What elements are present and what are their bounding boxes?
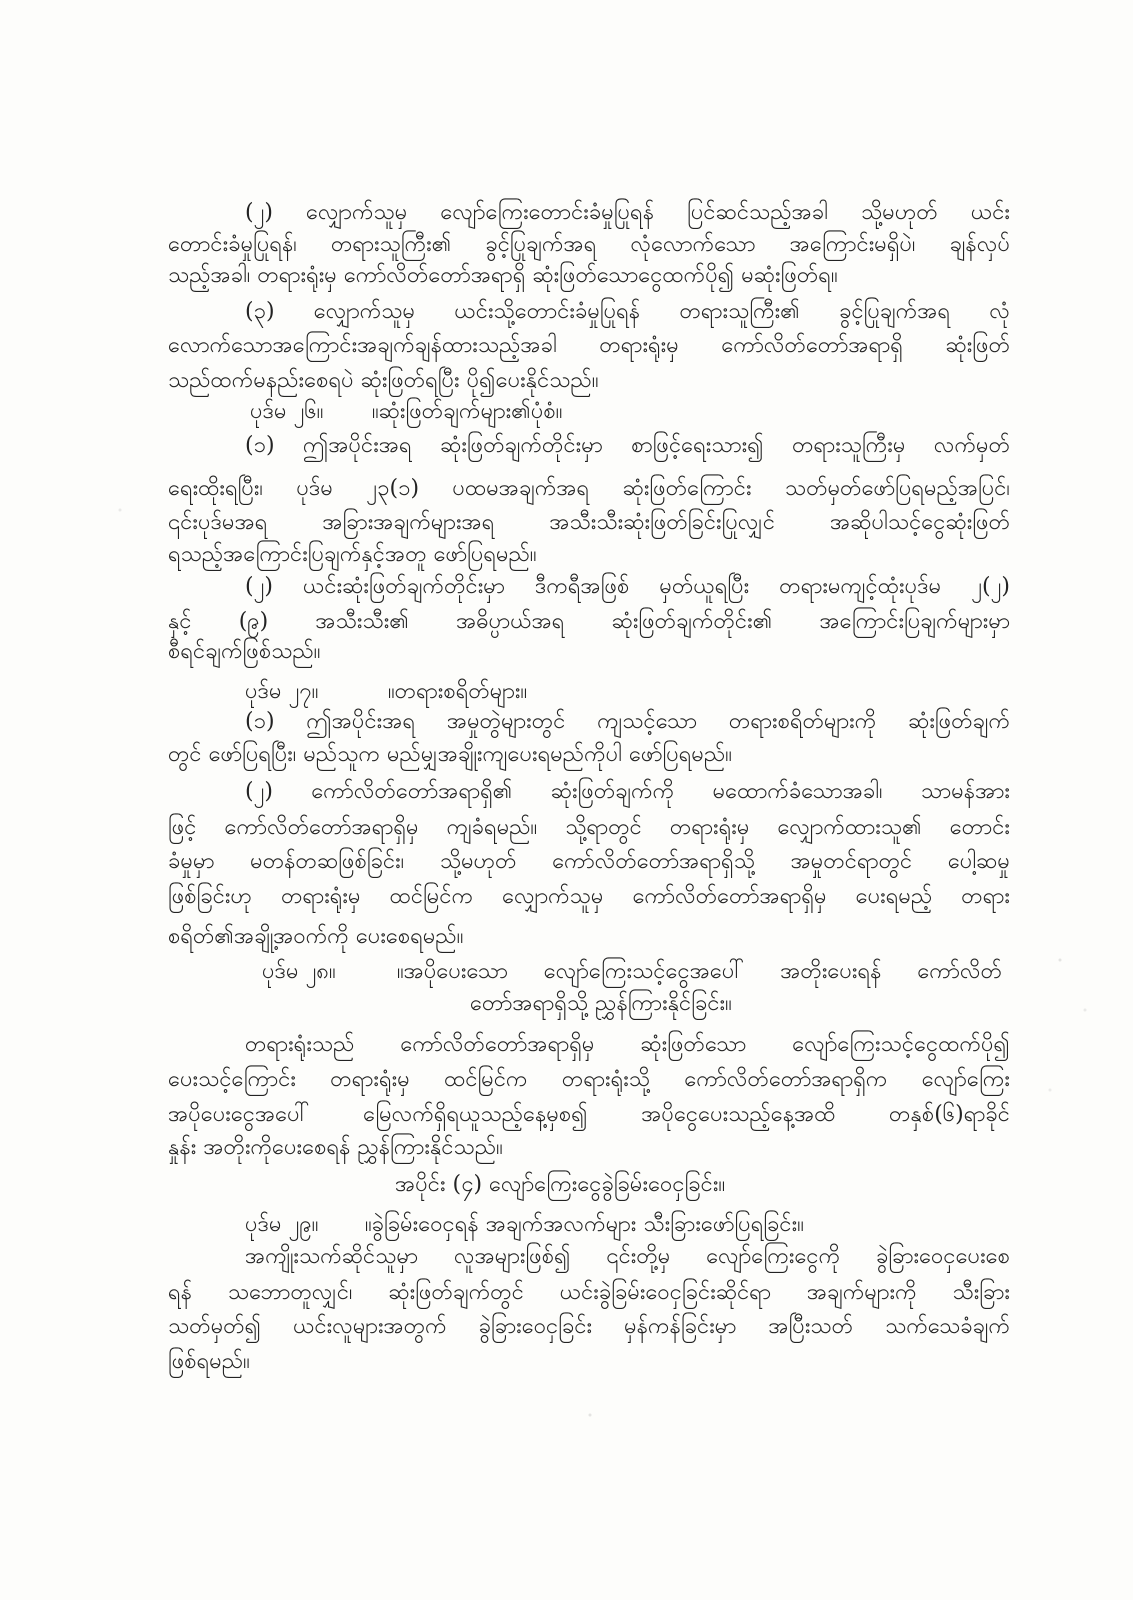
body-line: သတ်မှတ်၍ ယင်းလူများအတွက် ခွဲခြားဝေငှခြင်း မှန်ကန်ခြင်းမှာ အပြီးသတ် သက်သေခံချက် <box>168 1314 1010 1339</box>
body-line: သည့်အခါ၊ တရားရုံးမှ ကော်လိတ်တော်အရာရှိ ဆုံးဖြတ်သောငွေထက်ပို၍ မဆုံးဖြတ်ရ။ <box>168 263 838 288</box>
body-line: နှင့် (၉) အသီးသီး၏ အဓိပ္ပာယ်အရ ဆုံးဖြတ်ချက်တိုင်း၏ အကြောင်းပြချက်များမှာ <box>168 609 1010 634</box>
body-line: လောက်သောအကြောင်းအချက်ချန်ထားသည့်အခါ တရားရုံးမှ ကော်လိတ်တော်အရာရှိ ဆုံးဖြတ် <box>168 333 1010 358</box>
clause-first-line: (၂) လျှောက်သူမှ လျော်ကြေးတောင်းခံမှုပြုရန် ပြင်ဆင်သည့်အခါ သို့မဟုတ် ယင်း <box>245 200 1010 225</box>
clause-first-line: (၁) ဤအပိုင်းအရ ဆုံးဖြတ်ချက်တိုင်းမှာ စာဖြင့်ရေးသား၍ တရားသူကြီးမှ လက်မှတ် <box>245 433 1010 458</box>
section-number: ပုဒ်မ ၂၈။ <box>262 959 336 984</box>
section-title: ။ဆုံးဖြတ်ချက်များ၏ပုံစံ။ <box>372 399 563 424</box>
body-line: တွင် ဖော်ပြရပြီး၊ မည်သူက မည်မျှအချိုးကျပေးရမည်ကိုပါ ဖော်ပြရမည်။ <box>168 742 732 767</box>
body-line: နှုန်း အတိုးကိုပေးစေရန် ညွှန်ကြားနိုင်သည်။ <box>168 1135 503 1160</box>
body-line: ရသည့်အကြောင်းပြချက်နှင့်အတူ ဖော်ပြရမည်။ <box>168 542 537 567</box>
section-title: ။အပိုပေးသော လျော်ကြေးသင့်ငွေအပေါ် အတိုးပေးရန် ကော်လိတ် <box>397 959 1002 984</box>
body-line: သည်ထက်မနည်းစေရပဲ ဆုံးဖြတ်ရပြီး ပို၍ပေးနိုင်သည်။ <box>168 368 599 393</box>
body-line: ရေးထိုးရပြီး၊ ပုဒ်မ ၂၃(၁) ပထမအချက်အရ ဆုံးဖြတ်ကြောင်း သတ်မှတ်ဖော်ပြရမည့်အပြင်၊ <box>168 476 1010 501</box>
section-title: ။တရားစရိတ်များ။ <box>388 679 528 704</box>
body-line: ဖြစ်ရမည်။ <box>168 1349 250 1374</box>
clause-first-line: (၂) ကော်လိတ်တော်အရာရှိ၏ ဆုံးဖြတ်ချက်ကို မထောက်ခံသောအခါ၊ သာမန်အား <box>245 779 1010 804</box>
body-line: အပိုပေးငွေအပေါ် မြေလက်ရှိရယူသည့်နေ့မှစ၍ အပိုငွေပေးသည့်နေ့အထိ တနှစ်(၆)ရာခိုင် <box>168 1102 1010 1127</box>
paragraph-first-line: တရားရုံးသည် ကော်လိတ်တော်အရာရှိမှ ဆုံးဖြတ်သော လျော်ကြေးသင့်ငွေထက်ပို၍ <box>245 1032 1010 1057</box>
body-line: ပေးသင့်ကြောင်း တရားရုံးမှ ထင်မြင်က တရားရုံးသို့ ကော်လိတ်တော်အရာရှိက လျော်ကြေး <box>168 1067 1010 1092</box>
section-title-continued: တော်အရာရှိသို့ ညွှန်ကြားနိုင်ခြင်း။ <box>470 991 732 1016</box>
section-number: ပုဒ်မ ၂၇။ <box>245 679 319 704</box>
body-line: ၎င်းပုဒ်မအရ အခြားအချက်များအရ အသီးသီးဆုံးဖြတ်ခြင်းပြုလျှင် အဆိုပါသင့်ငွေဆုံးဖြတ် <box>168 510 1010 535</box>
body-line: ဖြင့် ကော်လိတ်တော်အရာရှိမှ ကျခံရမည်။ သို့ရာတွင် တရားရုံးမှ လျှောက်ထားသူ၏ တောင်း <box>168 815 1010 840</box>
body-line: စီရင်ချက်ဖြစ်သည်။ <box>168 639 321 664</box>
paragraph-first-line: အကျိုးသက်ဆိုင်သူမှာ လူအများဖြစ်၍ ၎င်းတို့မှ လျော်ကြေးငွေကို ခွဲခြားဝေငှပေးစေ <box>245 1244 1010 1269</box>
body-line: တောင်းခံမှုပြုရန်၊ တရားသူကြီး၏ ခွင့်ပြုချက်အရ လုံလောက်သော အကြောင်းမရှိပဲ၊ ချန်လှပ် <box>168 232 1010 257</box>
section-number: ပုဒ်မ ၂၆။ <box>250 399 324 424</box>
body-line: ဖြစ်ခြင်းဟု တရားရုံးမှ ထင်မြင်က လျှောက်သူမှ ကော်လိတ်တော်အရာရှိမှ ပေးရမည့် တရား <box>168 884 1010 909</box>
section-number: ပုဒ်မ ၂၉။ <box>245 1212 319 1237</box>
clause-first-line: (၁) ဤအပိုင်းအရ အမှုတွဲများတွင် ကျသင့်သော တရားစရိတ်များကို ဆုံးဖြတ်ချက် <box>245 709 1010 734</box>
body-line: ခံမှုမှာ မတန်တဆဖြစ်ခြင်း၊ သို့မဟုတ် ကော်လိတ်တော်အရာရှိသို့ အမှုတင်ရာတွင် ပေါ့ဆမှု <box>168 849 1010 874</box>
section-title: ။ခွဲခြမ်းဝေငှရန် အချက်အလက်များ သီးခြားဖော်ပြရခြင်း။ <box>365 1212 804 1237</box>
body-line: ရန် သဘောတူလျှင်၊ ဆုံးဖြတ်ချက်တွင် ယင်းခွဲခြမ်းဝေငှခြင်းဆိုင်ရာ အချက်များကို သီးခြား <box>168 1280 1010 1305</box>
body-line: စရိတ်၏အချို့အဝက်ကို ပေးစေရမည်။ <box>168 924 464 949</box>
clause-first-line: (၃) လျှောက်သူမှ ယင်းသို့တောင်းခံမှုပြုရန် တရားသူကြီး၏ ခွင့်ပြုချက်အရ လုံ <box>245 299 1010 324</box>
part-heading: အပိုင်း (၄) လျော်ကြေးငွေခွဲခြမ်းဝေငှခြင်း။ <box>395 1172 726 1197</box>
clause-first-line: (၂) ယင်းဆုံးဖြတ်ချက်တိုင်းမှာ ဒီကရီအဖြစ် မှတ်ယူရပြီး တရားမကျင့်ထုံးပုဒ်မ ၂(၂) <box>245 574 1010 599</box>
